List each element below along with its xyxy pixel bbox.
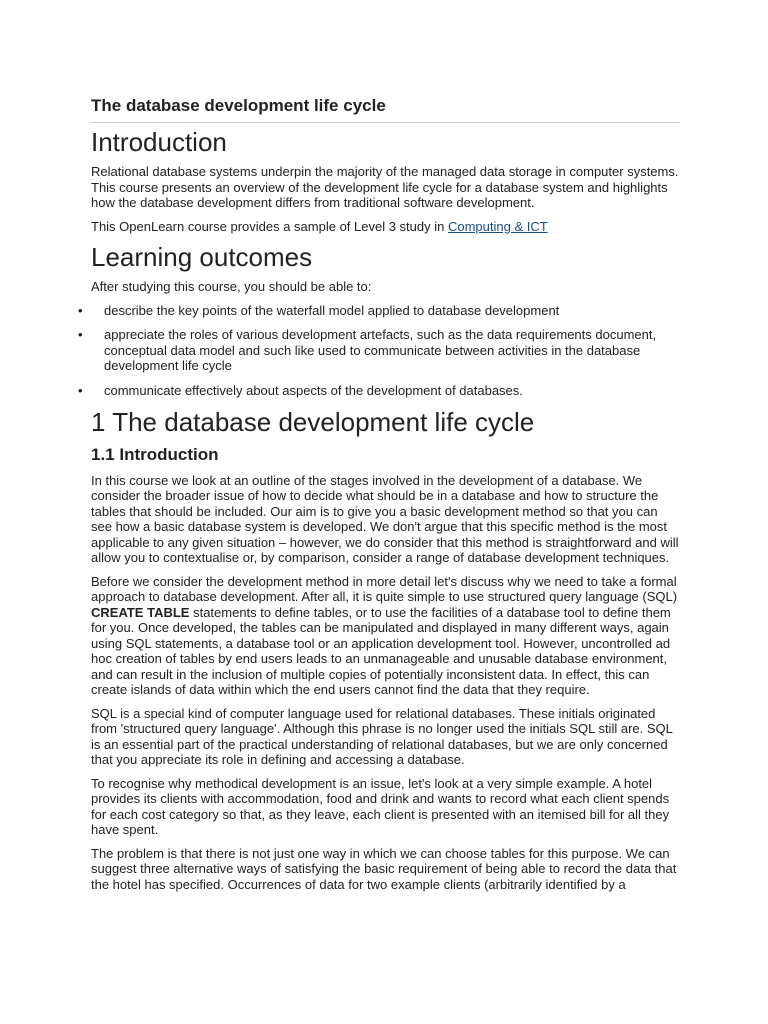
paragraph-text: statements to define tables, or to use the facilities of a database tool to define them for you. Once developed, the tables can be manipulated and displayed in many different ways, again using SQL statements, a database tool or an application development tool. However, uncontrolled ad hoc creation of tables by end users leads to an unmanageable and unusable database environment, and can result in the inclusion of multiple copies of potentially inconsistent data. In effect, this can create islands of data within which the end users cannot find the data that they require. <box>91 604 671 698</box>
list-item <box>78 383 680 399</box>
computing-ict-link[interactable]: Computing & ICT <box>447 218 548 234</box>
section-1-heading: 1 The database development life cycle <box>91 407 535 438</box>
create-table-keyword: CREATE TABLE <box>91 604 190 620</box>
bullet-icon: • <box>78 327 83 343</box>
section-1-1-heading: 1.1 Introduction <box>91 444 219 464</box>
introduction-heading: Introduction <box>91 127 227 157</box>
outcome-text: describe the key points of the waterfall model applied to database development <box>104 302 560 318</box>
paragraph-text: Before we consider the development method in more detail let's discuss why we need to take a formal approach to database development. After all, it is quite simple to use structured query language (SQL) <box>91 573 678 605</box>
section-paragraph-5: The problem is that there is not just one way in which we can choose tables for this purpose. We can suggest three alternative ways of satisfying the basic requirement of being able to record the data that the hotel has specified. Occurrences of data for two example clients (arbitrarily identified by a <box>91 845 677 892</box>
bullet-icon: • <box>78 382 83 398</box>
outcomes-list <box>78 303 680 399</box>
intro-paragraph-2-text: This OpenLearn course provides a sample of Level 3 study in <box>91 218 448 234</box>
outcome-text: appreciate the roles of various development artefacts, such as the data requirements document, conceptual data model and such like used to communicate between activities in the database development life cycle <box>104 327 657 374</box>
bullet-icon: • <box>78 302 83 318</box>
section-paragraph-1: In this course we look at an outline of the stages involved in the development of a database. We consider the broader issue of how to decide what should be in a database and how to structure the tables that should be included. Our aim is to give you a basic development method so that you can see how a basic database system is developed. We don't argue that this specific method is the most applicable to any given situation – however, we do consider that this method is straightforward and will allow you to contextualise or, by comparison, consider a range of database development techniques. <box>91 472 679 566</box>
title-divider <box>91 122 680 123</box>
learning-outcomes-heading: Learning outcomes <box>91 242 313 273</box>
outcomes-intro: After studying this course, you should be able to: <box>91 279 372 295</box>
list-item <box>78 303 680 319</box>
section-paragraph-4: To recognise why methodical development is an issue, let's look at a very simple example. A hotel provides its clients with accommodation, food and drink and wants to record what each client spends for each cost category so that, as they leave, each client is presented with an itemised bill for all they have spent. <box>91 775 670 838</box>
document-title: The database development life cycle <box>91 96 386 115</box>
intro-paragraph-1: Relational database systems underpin the majority of the managed data storage in computer systems. This course presents an overview of the development life cycle for a database system and highlights how the database development differs from traditional software development. <box>91 164 679 211</box>
list-item <box>78 327 680 374</box>
section-paragraph-2 <box>91 574 680 698</box>
section-paragraph-3: SQL is a special kind of computer language used for relational databases. These initials originated from 'structured query language'. Although this phrase is no longer used the initials SQL still are. SQL is an essential part of the practical understanding of relational databases, but we are only concerned that you appreciate its role in defining and accessing a database. <box>91 705 673 768</box>
outcome-text: communicate effectively about aspects of the development of databases. <box>104 382 523 398</box>
intro-paragraph-2 <box>91 219 680 235</box>
